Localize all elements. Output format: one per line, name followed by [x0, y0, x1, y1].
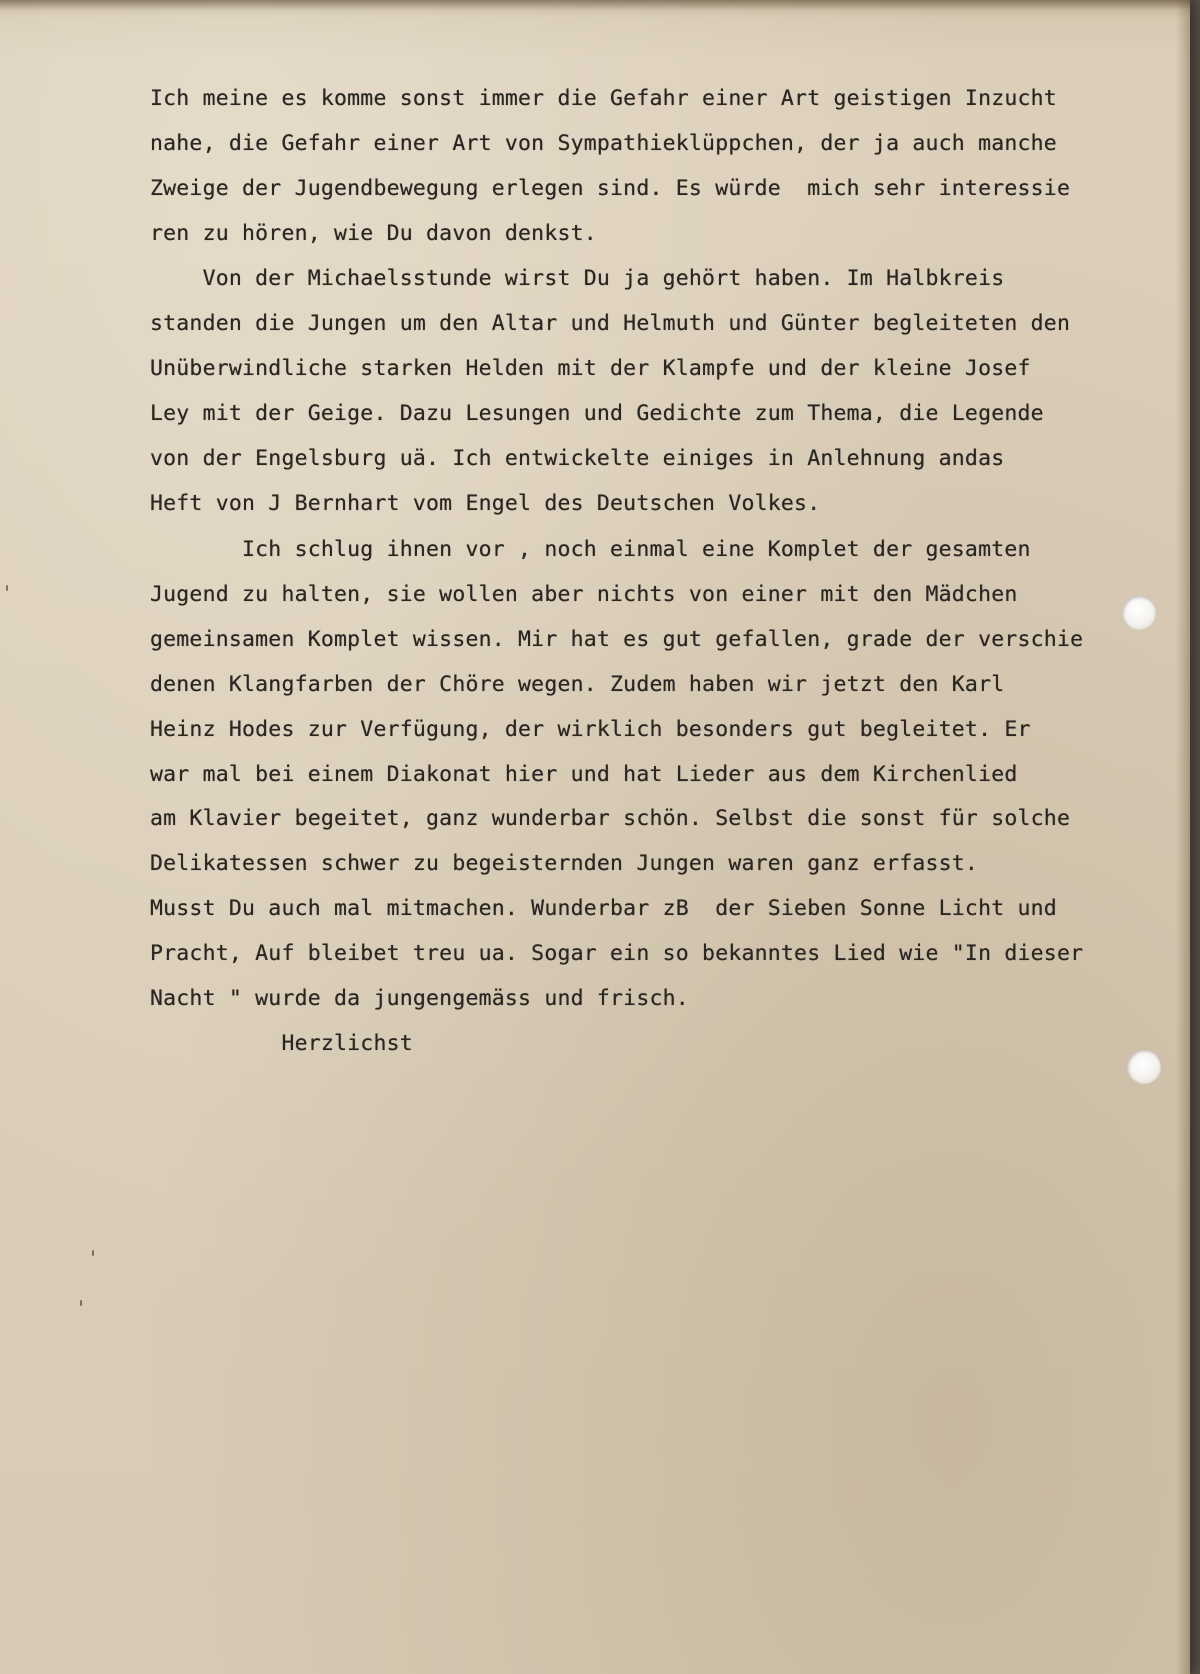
letter-line-7: Unüberwindliche starken Helden mit der Klampfe und der kleine Josef — [150, 356, 1031, 381]
letter-line-17: am Klavier begeitet, ganz wunderbar schön. Selbst die sonst für solche — [150, 806, 1071, 831]
paper-speck — [80, 1300, 82, 1306]
letter-line-18: Delikatessen schwer zu begeisternden Jungen waren ganz erfasst. — [150, 851, 979, 876]
letter-line-20: Pracht, Auf bleibet treu ua. Sogar ein so bekanntes Lied wie "In dieser — [150, 941, 1084, 966]
letter-line-2: nahe, die Gefahr einer Art von Sympathieklüppchen, der ja auch manche — [150, 131, 1057, 156]
letter-line-1: Ich meine es komme sonst immer die Gefahr einer Art geistigen Inzucht — [150, 86, 1057, 111]
letter-line-14: denen Klangfarben der Chöre wegen. Zudem haben wir jetzt den Karl — [150, 672, 1005, 697]
paper-right-edge — [1176, 0, 1190, 1674]
letter-line-11: Ich schlug ihnen vor , noch einmal eine Komplet der gesamten — [150, 537, 1031, 562]
letter-line-6: standen die Jungen um den Altar und Helmuth und Günter begleiteten den — [150, 311, 1071, 336]
paper-speck — [92, 1250, 94, 1256]
letter-line-19: Musst Du auch mal mitmachen. Wunderbar zB der Sieben Sonne Licht und — [150, 896, 1057, 921]
letter-line-10: Heft von J Bernhart vom Engel des Deutschen Volkes. — [150, 491, 821, 516]
letter-closing: Herzlichst — [150, 1031, 413, 1056]
letter-line-9: von der Engelsburg uä. Ich entwickelte einiges in Anlehnung andas — [150, 446, 1005, 471]
letter-line-12: Jugend zu halten, sie wollen aber nichts von einer mit den Mädchen — [150, 582, 1018, 607]
letter-line-8: Ley mit der Geige. Dazu Lesungen und Gedichte zum Thema, die Legende — [150, 401, 1044, 426]
letter-line-13: gemeinsamen Komplet wissen. Mir hat es gut gefallen, grade der verschie — [150, 627, 1084, 652]
letter-line-21: Nacht " wurde da jungengemäss und frisch. — [150, 986, 689, 1011]
letter-line-3: Zweige der Jugendbewegung erlegen sind. Es würde mich sehr interessie — [150, 176, 1071, 201]
letter-line-16: war mal bei einem Diakonat hier und hat Lieder aus dem Kirchenlied — [150, 762, 1018, 787]
punch-hole-lower — [1127, 1050, 1161, 1084]
paper-top-edge — [0, 0, 1190, 10]
paper-speck — [6, 585, 8, 591]
letter-line-5: Von der Michaelsstunde wirst Du ja gehört haben. Im Halbkreis — [150, 266, 1005, 291]
letter-line-4: ren zu hören, wie Du davon denkst. — [150, 221, 597, 246]
punch-hole-upper — [1122, 596, 1156, 630]
letter-line-15: Heinz Hodes zur Verfügung, der wirklich besonders gut begleitet. Er — [150, 717, 1031, 742]
